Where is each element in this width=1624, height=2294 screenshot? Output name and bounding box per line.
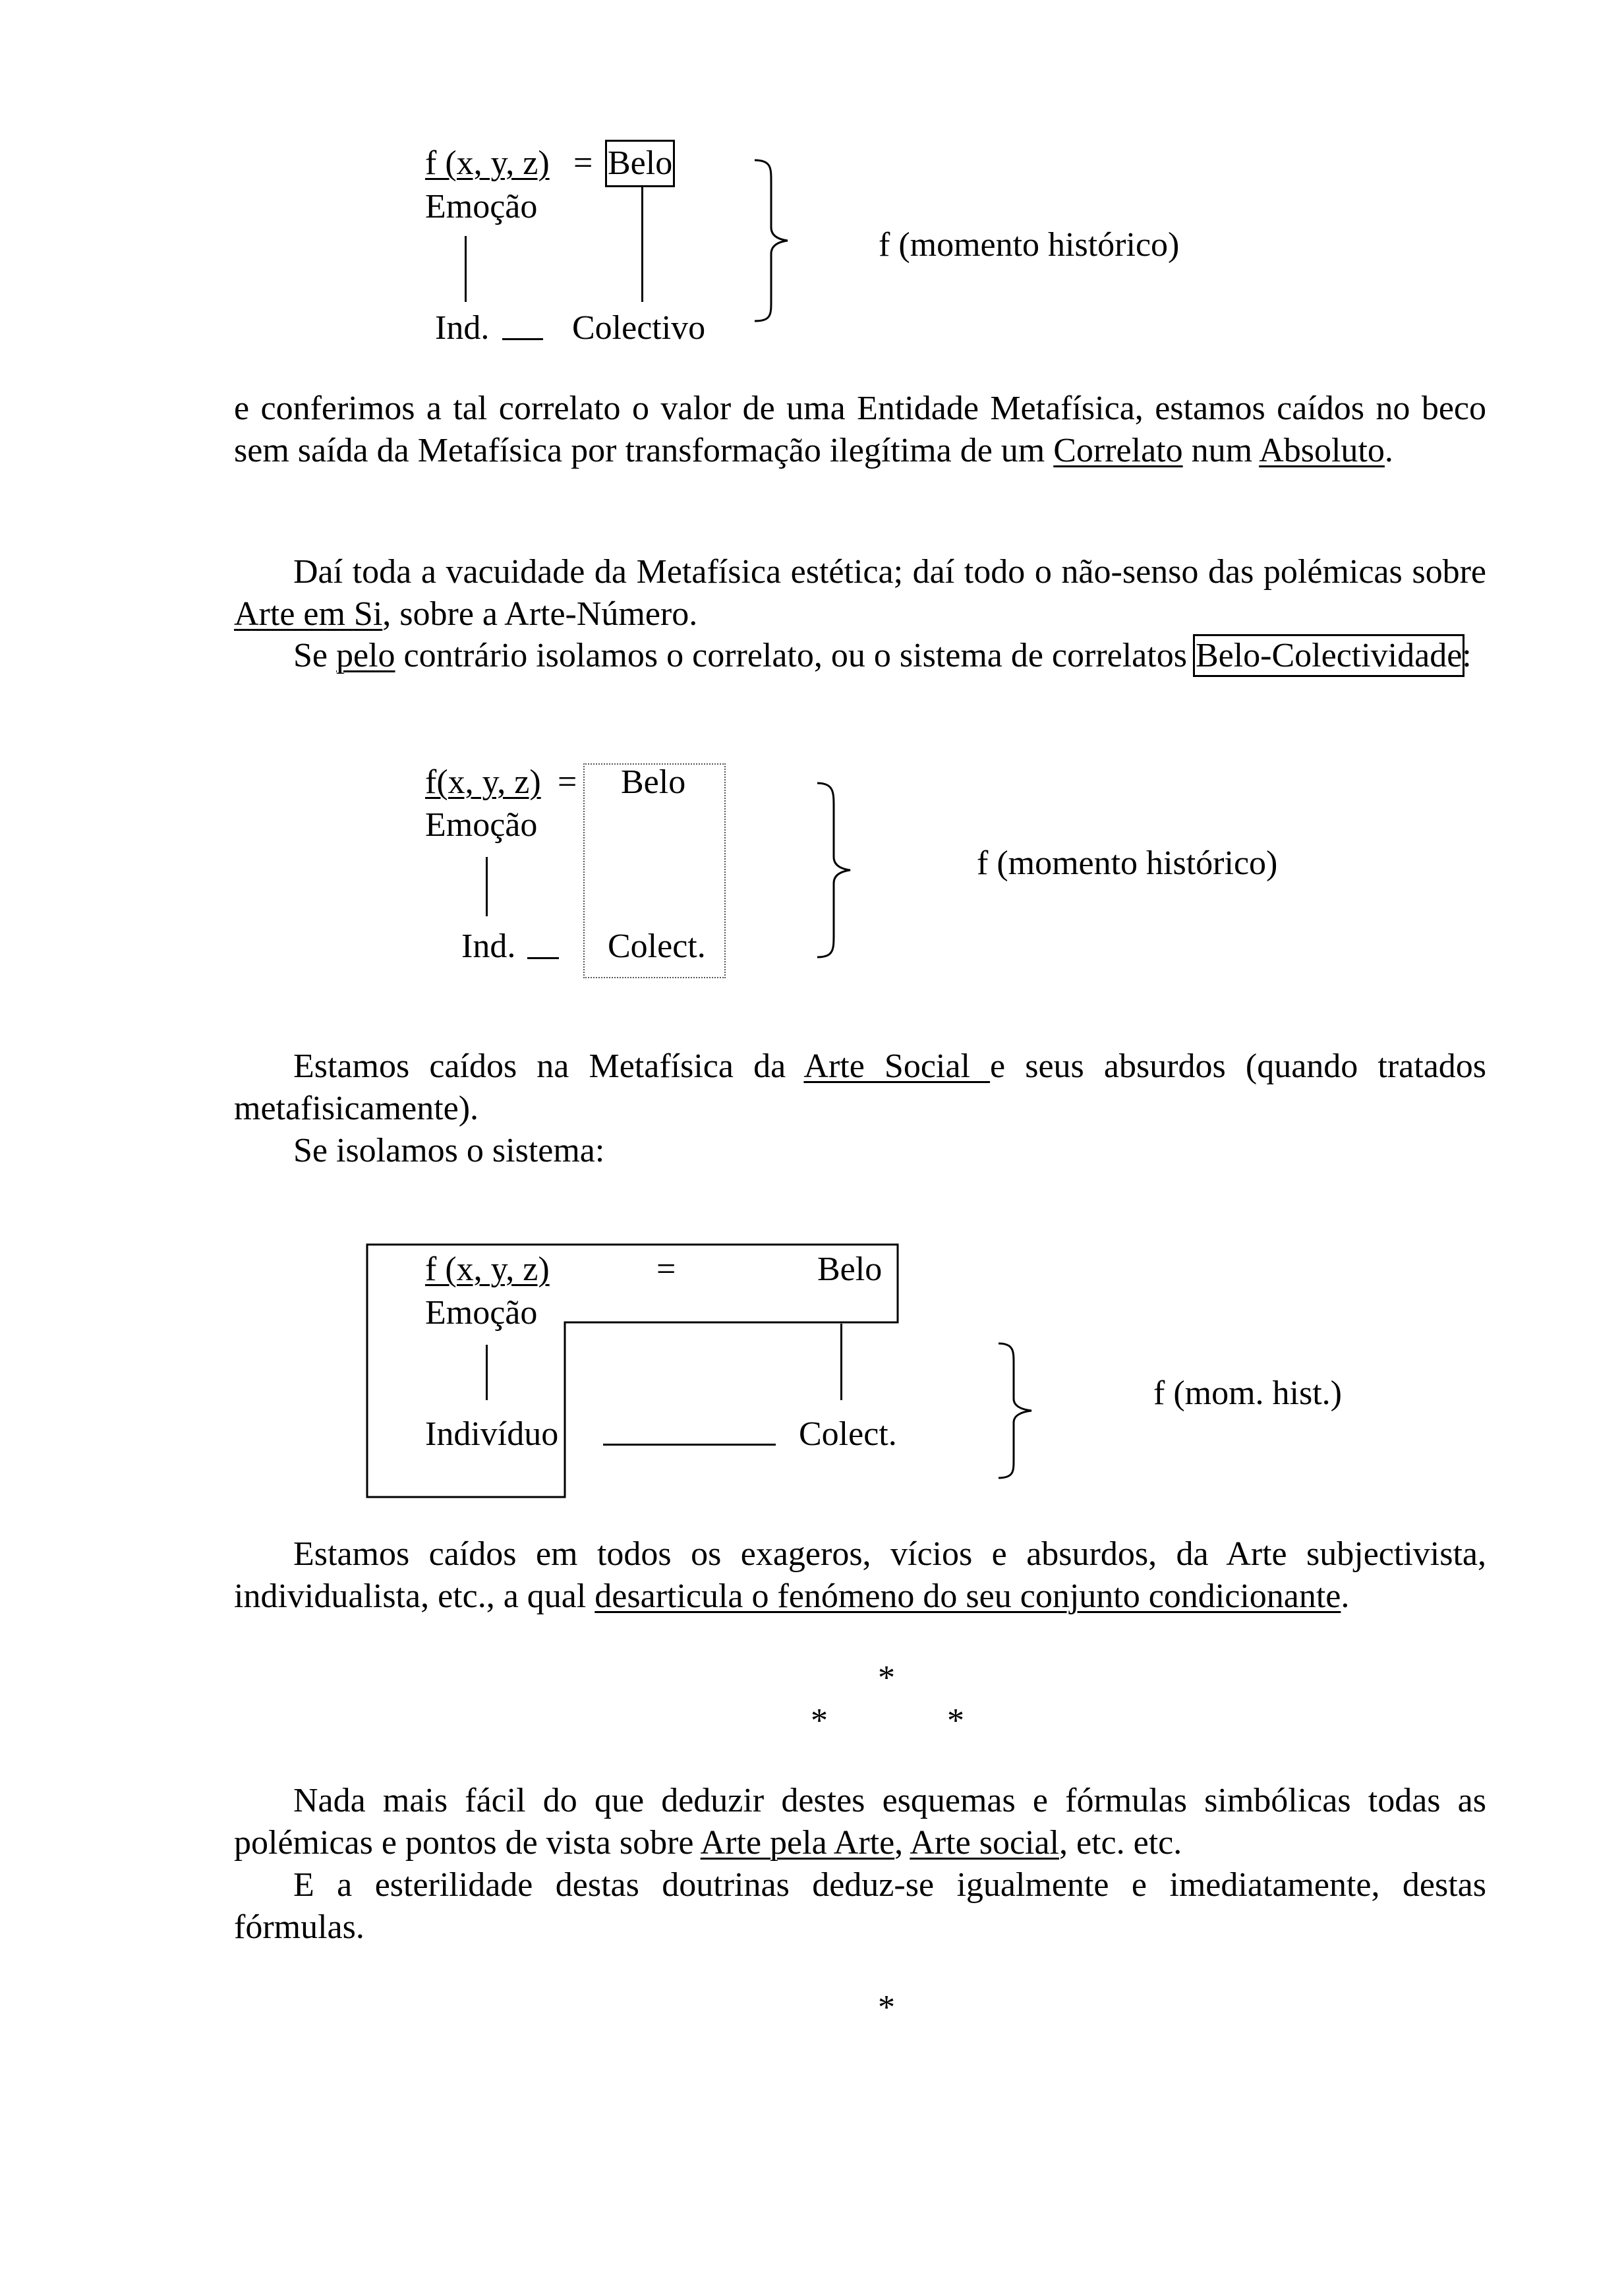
d3-right-vertical-line bbox=[840, 1324, 842, 1400]
p2-arte-em-si: Arte em Si bbox=[234, 595, 383, 633]
d2-dash bbox=[527, 957, 559, 959]
d3-belo: Belo bbox=[817, 1250, 883, 1288]
p3-text-a: Se bbox=[293, 637, 336, 674]
p3-boxed-term: Belo-Colectividade bbox=[1195, 637, 1463, 674]
p4-arte-social: Arte Social bbox=[803, 1047, 991, 1085]
p3-text-c: : bbox=[1462, 637, 1472, 674]
p6-text-b: . bbox=[1341, 1577, 1350, 1615]
p7-arte-social: Arte social bbox=[910, 1824, 1059, 1862]
p6-underlined: desarticula o fenómeno do seu conjunto condicionante bbox=[594, 1577, 1341, 1615]
d2-momento: f (momento histórico) bbox=[977, 844, 1278, 882]
d3-individuo: Indivíduo bbox=[425, 1415, 559, 1453]
paragraph-1 bbox=[234, 388, 1486, 472]
d2-vertical-line bbox=[486, 857, 488, 916]
d1-momento: f (momento histórico) bbox=[879, 226, 1180, 264]
p3-text-b: contrário isolamos o correlato, ou o sistema de correlatos bbox=[395, 637, 1196, 674]
d2-function: f(x, y, z) bbox=[425, 763, 541, 801]
asterisk-final: * bbox=[878, 1989, 895, 2026]
d3-brace-icon bbox=[995, 1338, 1041, 1483]
p7-text-b: , bbox=[894, 1824, 910, 1862]
paragraph-3 bbox=[234, 635, 1486, 677]
d1-colectivo: Colectivo bbox=[572, 309, 706, 347]
paragraph-6 bbox=[234, 1533, 1486, 1618]
p2-text-a: Daí toda a vacuidade da Metafísica estética; daí todo o não-senso das polémicas sobre bbox=[293, 553, 1486, 591]
asterisk-left: * bbox=[811, 1702, 828, 1740]
paragraph-2 bbox=[234, 551, 1486, 635]
d3-colect: Colect. bbox=[799, 1415, 897, 1453]
d1-right-vertical-line bbox=[641, 187, 643, 302]
d1-equals: = bbox=[573, 144, 593, 182]
p7-text-a: Nada mais fácil do que deduzir destes esquemas e fórmulas simbólicas todas as polémicas e pontos de vista sobre bbox=[234, 1782, 1486, 1862]
p1-absoluto: Absoluto bbox=[1259, 432, 1385, 469]
d2-belo: Belo bbox=[621, 763, 686, 801]
p1-text-c: . bbox=[1384, 432, 1393, 469]
d3-momento: f (mom. hist.) bbox=[1153, 1374, 1342, 1412]
d1-brace-icon bbox=[751, 155, 798, 326]
asterisk-right: * bbox=[947, 1702, 964, 1740]
d3-function: f (x, y, z) bbox=[425, 1250, 550, 1288]
p1-text-a: e conferimos a tal correlato o valor de uma Entidade Metafísica, estamos caídos no beco sem saída da Metafísica por transformação ilegítima de um bbox=[234, 390, 1486, 469]
d1-ind: Ind. bbox=[435, 309, 490, 347]
d3-left-vertical-line bbox=[486, 1345, 488, 1400]
d1-belo: Belo bbox=[608, 142, 672, 185]
d3-equals: = bbox=[656, 1250, 676, 1288]
d2-equals: = bbox=[558, 763, 577, 801]
p3-pelo: pelo bbox=[336, 637, 395, 674]
d3-emocao: Emoção bbox=[425, 1294, 538, 1332]
p4-text-b: e seus absurdos (quando tratados metafisicamente). bbox=[234, 1047, 1487, 1127]
p2-text-b: , sobre a Arte-Número. bbox=[382, 595, 698, 633]
d1-emocao: Emoção bbox=[425, 188, 538, 225]
paragraph-4 bbox=[234, 1045, 1486, 1130]
d2-brace-icon bbox=[814, 778, 860, 962]
p7-arte-pela-arte: Arte pela Arte bbox=[700, 1824, 895, 1862]
d2-emocao: Emoção bbox=[425, 806, 538, 844]
d2-ind: Ind. bbox=[461, 927, 516, 965]
p7-text-c: , etc. etc. bbox=[1059, 1824, 1182, 1862]
p8-text: E a esterilidade destas doutrinas deduz-se igualmente e imediatamente, destas fórmulas. bbox=[234, 1866, 1486, 1946]
p1-correlato: Correlato bbox=[1053, 432, 1183, 469]
asterisk-top: * bbox=[878, 1659, 895, 1697]
p1-text-b: num bbox=[1182, 432, 1260, 469]
d1-left-vertical-line bbox=[465, 236, 467, 302]
paragraph-8 bbox=[234, 1864, 1486, 1949]
p4-text-a: Estamos caídos na Metafísica da bbox=[293, 1047, 804, 1085]
paragraph-5: Se isolamos o sistema: bbox=[293, 1132, 605, 1169]
p6-text-a: Estamos caídos em todos os exageros, vícios e absurdos, da Arte subjectivista, individualista, etc., a qual bbox=[234, 1535, 1486, 1615]
d1-function: f (x, y, z) bbox=[425, 144, 550, 182]
d3-connector-line bbox=[603, 1444, 776, 1446]
d2-colect: Colect. bbox=[608, 927, 706, 965]
d1-dash bbox=[502, 338, 543, 340]
paragraph-7 bbox=[234, 1780, 1486, 1864]
